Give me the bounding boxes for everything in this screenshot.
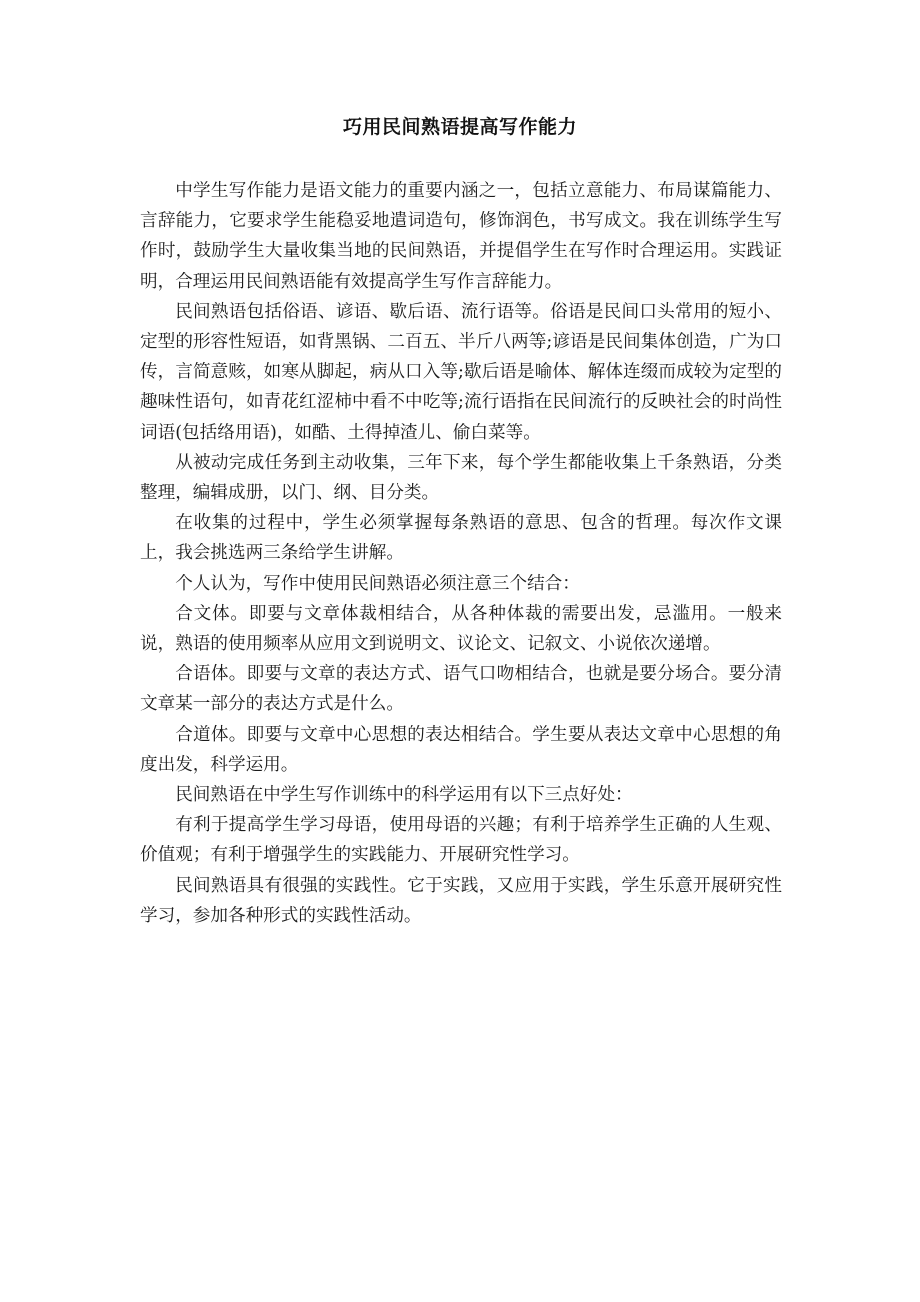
paragraph: 有利于提高学生学习母语，使用母语的兴趣；有利于培养学生正确的人生观、价值观；有利于增强学生的实践能力、开展研究性学习。 (140, 815, 782, 866)
paragraph: 中学生写作能力是语文能力的重要内涵之一，包括立意能力、布局谋篇能力、言辞能力，它要求学生能稳妥地遣词造句，修饰润色，书写成文。我在训练学生写作时，鼓励学生大量收集当地的民间熟语，并提倡学生在写作时合理运用。实践证明，合理运用民间熟语能有效提高学生写作言辞能力。 (140, 181, 782, 292)
paragraph: 在收集的过程中，学生必须掌握每条熟语的意思、包含的哲理。每次作文课上，我会挑选两三条给学生讲解。 (140, 513, 782, 564)
paragraph: 合道体。即要与文章中心思想的表达相结合。学生要从表达文章中心思想的角度出发，科学运用。 (140, 724, 782, 775)
paragraph: 民间熟语具有很强的实践性。它于实践，又应用于实践，学生乐意开展研究性学习，参加各种形式的实践性活动。 (140, 875, 782, 926)
paragraph: 合语体。即要与文章的表达方式、语气口吻相结合，也就是要分场合。要分清文章某一部分的表达方式是什么。 (140, 664, 782, 715)
paragraph: 从被动完成任务到主动收集，三年下来，每个学生都能收集上千条熟语，分类整理，编辑成册，以门、纲、目分类。 (140, 452, 782, 504)
paragraph: 民间熟语包括俗语、谚语、歇后语、流行语等。俗语是民间口头常用的短小、定型的形容性短语，如背黑锅、二百五、半斤八两等;谚语是民间集体创造，广为口传，言简意赅，如寒从脚起，病从口入等;歇后语是喻体、解体连缀而成较为定型的趣味性语句，如青花红涩柿中看不中吃等;流行语指在民间流行的反映社会的时尚性词语(包括络用语)，如酷、土得掉渣儿、偷白菜等。 (140, 301, 782, 443)
paragraph: 合文体。即要与文章体裁相结合，从各种体裁的需要出发，忌滥用。一般来说，熟语的使用频率从应用文到说明文、议论文、记叙文、小说依次递增。 (140, 603, 782, 655)
paragraph: 个人认为，写作中使用民间熟语必须注意三个结合： (175, 573, 580, 594)
document-title: 巧用民间熟语提高写作能力 (342, 116, 577, 138)
document-body (140, 176, 782, 931)
paragraph: 民间熟语在中学生写作训练中的科学运用有以下三点好处： (175, 785, 633, 806)
